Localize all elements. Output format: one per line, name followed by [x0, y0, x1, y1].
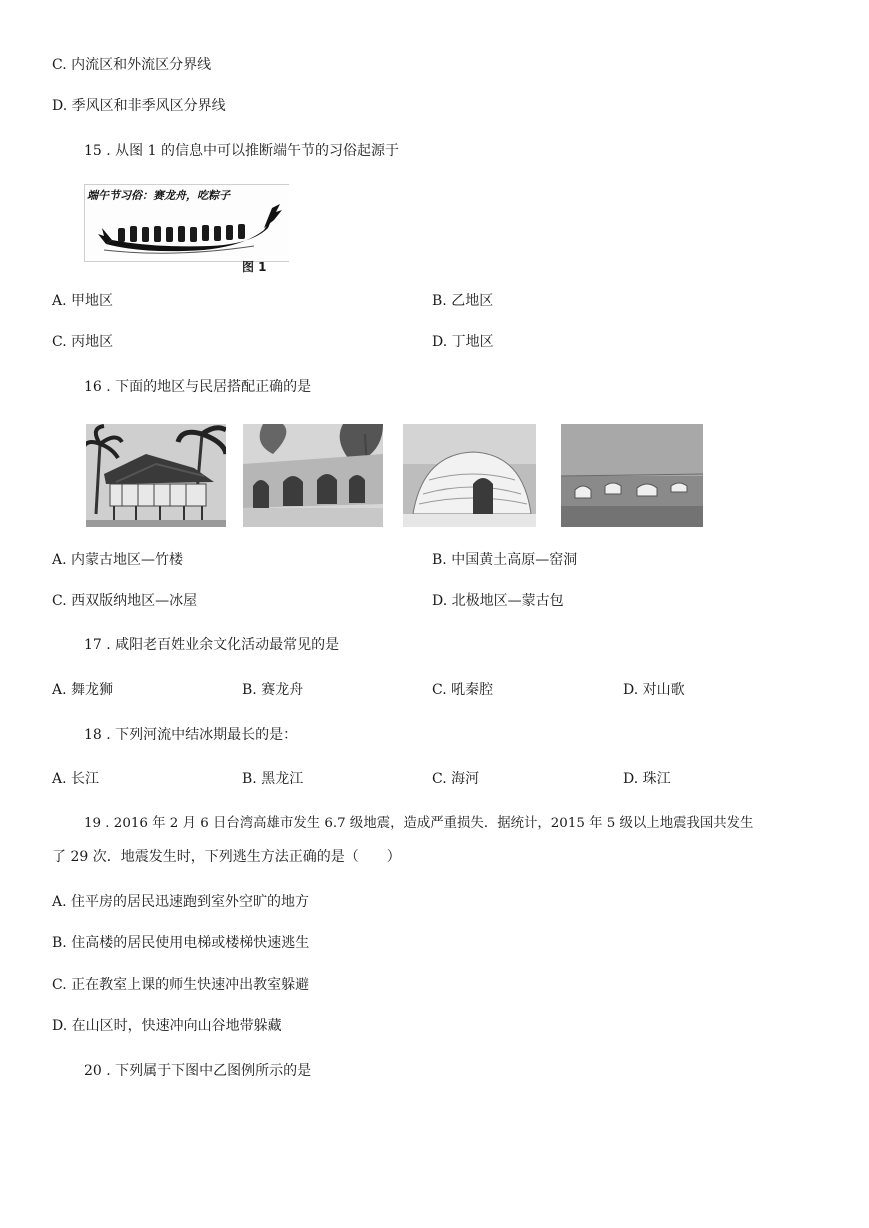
q16-option-c: C. 西双版纳地区—冰屋 — [52, 593, 198, 609]
q18-option-a: A. 长江 — [52, 771, 100, 787]
q19-option-a: A. 住平房的居民迅速跑到室外空旷的地方 — [52, 894, 310, 910]
q17-option-c: C. 吼秦腔 — [432, 682, 494, 698]
photo-cave-dwelling — [243, 424, 383, 527]
q19-stem-line1: 19 . 2016 年 2 月 6 日台湾高雄市发生 6.7 级地震，造成严重损失．据统计，2015 年 5 级以上地震我国共发生 — [84, 816, 754, 831]
q20-stem: 20 . 下列属于下图中乙图例所示的是 — [84, 1063, 312, 1079]
q18-option-c: C. 海河 — [432, 771, 480, 787]
q19-option-c: C. 正在教室上课的师生快速冲出教室躲避 — [52, 977, 310, 993]
q15-option-d: D. 丁地区 — [432, 334, 494, 350]
photo-mongolian-yurt — [561, 424, 703, 527]
q16-option-a: A. 内蒙古地区—竹楼 — [52, 552, 184, 568]
q16-option-b: B. 中国黄土高原—窑洞 — [432, 552, 578, 568]
q15-option-c: C. 丙地区 — [52, 334, 114, 350]
q17-stem: 17 . 咸阳老百姓业余文化活动最常见的是 — [84, 637, 340, 653]
q15-option-a: A. 甲地区 — [52, 293, 114, 309]
q14-option-c: C. 内流区和外流区分界线 — [52, 57, 212, 73]
q18-stem: 18 . 下列河流中结冰期最长的是： — [84, 727, 298, 743]
photo-bamboo-house — [86, 424, 226, 527]
photo-igloo — [403, 424, 536, 527]
q19-option-d: D. 在山区时，快速冲向山谷地带躲藏 — [52, 1018, 282, 1034]
q19-option-b: B. 住高楼的居民使用电梯或楼梯快速逃生 — [52, 935, 310, 951]
q19-stem-line2: 了 29 次．地震发生时，下列逃生方法正确的是（ ） — [52, 849, 401, 865]
figure-caption: 端午节习俗：赛龙舟，吃粽子 — [87, 189, 230, 202]
q18-option-d: D. 珠江 — [623, 771, 671, 787]
q16-stem: 16 . 下面的地区与民居搭配正确的是 — [84, 379, 312, 395]
q18-option-b: B. 黑龙江 — [242, 771, 304, 787]
q14-option-d: D. 季风区和非季风区分界线 — [52, 98, 226, 114]
q16-option-d: D. 北极地区—蒙古包 — [432, 593, 564, 609]
q15-option-b: B. 乙地区 — [432, 293, 494, 309]
q15-figure-dragon-boat — [84, 184, 290, 276]
q17-option-a: A. 舞龙狮 — [52, 682, 114, 698]
q15-stem: 15 . 从图 1 的信息中可以推断端午节的习俗起源于 — [84, 143, 399, 159]
q17-option-d: D. 对山歌 — [623, 682, 685, 698]
q17-option-b: B. 赛龙舟 — [242, 682, 304, 698]
figure-label: 图 1 — [242, 260, 267, 274]
